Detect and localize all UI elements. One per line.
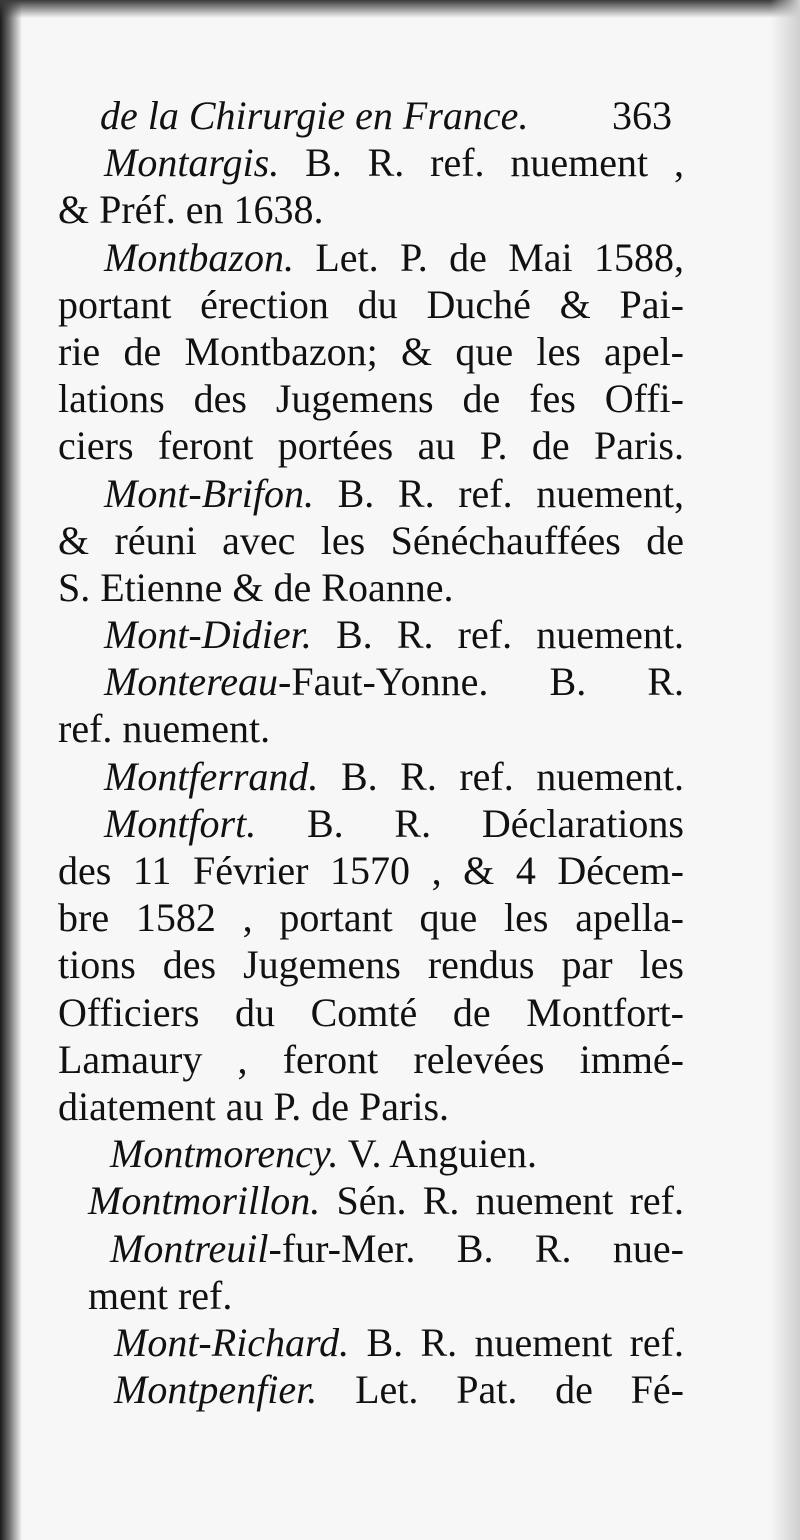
text-line: Montmorency. V. Anguien. bbox=[110, 1131, 538, 1177]
text-line: Mont-Brifon. B. R. ref. nuement, bbox=[104, 470, 684, 516]
text-line: & réuni avec les Sénéchauffées de bbox=[58, 517, 684, 563]
text-line: Mont-Richard. B. R. nuement ref. bbox=[114, 1319, 684, 1365]
text-line: bre 1582 , portant que les apella- bbox=[58, 895, 684, 941]
text-line: S. Etienne & de Roanne. bbox=[58, 564, 454, 610]
text-line: Montmorillon. Sén. R. nuement ref. bbox=[88, 1178, 684, 1224]
text-line: rie de Montbazon; & que les apel- bbox=[58, 328, 684, 374]
page-gutter-shadow bbox=[0, 0, 22, 1540]
text-line: ref. nuement. bbox=[58, 706, 271, 752]
page-top-shadow bbox=[0, 0, 800, 18]
text-line: diatement au P. de Paris. bbox=[58, 1083, 450, 1129]
text-line: Mont-Didier. B. R. ref. nuement. bbox=[104, 612, 684, 658]
text-line: Montargis. B. R. ref. nuement , bbox=[104, 140, 684, 186]
text-line: Montbazon. Let. P. de Mai 1588, bbox=[104, 234, 684, 280]
text-line: Officiers du Comté de Montfort- bbox=[58, 989, 684, 1035]
text-line: Lamaury , feront relevées immé- bbox=[58, 1036, 684, 1082]
text-line: Montpenfier. Let. Pat. de Fé- bbox=[114, 1367, 684, 1413]
page-number: 363 bbox=[612, 93, 672, 138]
page-text bbox=[58, 92, 684, 1413]
running-title: de la Chirurgie en France. bbox=[100, 93, 529, 138]
text-line: tions des Jugemens rendus par les bbox=[58, 942, 684, 988]
text-line: Montferrand. B. R. ref. nuement. bbox=[104, 753, 684, 799]
text-line: Montereau-Faut-Yonne. B. R. bbox=[104, 659, 684, 705]
text-line: des 11 Février 1570 , & 4 Décem- bbox=[58, 848, 684, 893]
text-line: Montfort. B. R. Déclarations bbox=[104, 800, 684, 846]
text-line: & Préf. en 1638. bbox=[58, 187, 324, 233]
text-line: ment ref. bbox=[88, 1272, 233, 1318]
text-line: Montreuil-fur-Mer. B. R. nue- bbox=[110, 1225, 684, 1271]
text-line: lations des Jugemens de fes Offi- bbox=[58, 376, 684, 422]
text-line: portant érection du Duché & Pai- bbox=[58, 281, 684, 327]
running-header bbox=[58, 92, 684, 139]
page-edge-shade bbox=[770, 0, 800, 1540]
text-line: ciers feront portées au P. de Paris. bbox=[58, 423, 684, 469]
